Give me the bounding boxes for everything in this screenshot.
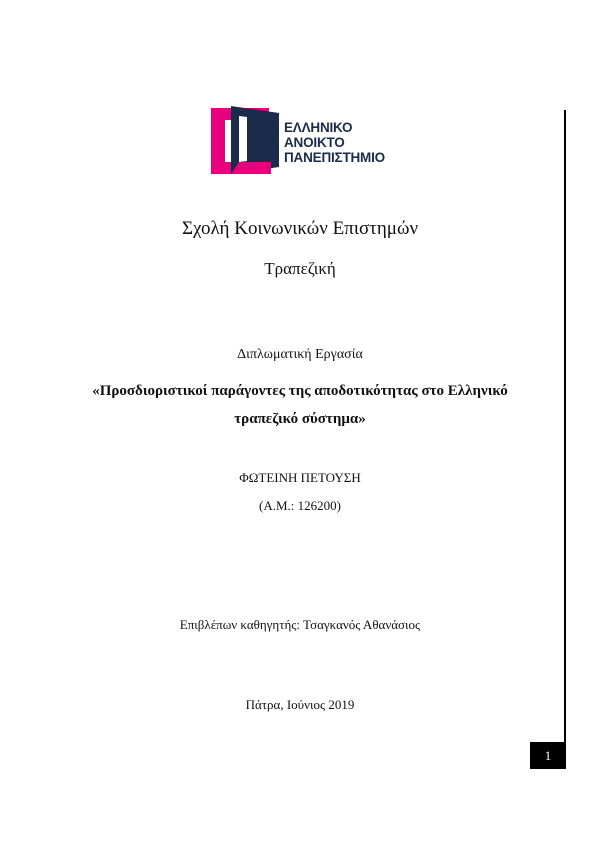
university-logo — [211, 104, 396, 176]
thesis-title — [60, 377, 540, 433]
logo-line-1: ΕΛΛΗΝΙΚΟ — [284, 120, 353, 135]
page-number: 1 — [530, 742, 566, 769]
logo-line-2: ΑΝΟΙΚΤΟ — [284, 135, 345, 150]
logo-wordmark — [284, 120, 385, 165]
document-type: Διπλωματική Εργασία — [237, 347, 363, 362]
department-name: Τραπεζική — [264, 259, 336, 278]
page-border-line — [564, 110, 566, 768]
thesis-title-line-2: τραπεζικό σύστημα» — [234, 411, 366, 427]
supervisor: Επιβλέπων καθηγητής: Τσαγκανός Αθανάσιος — [179, 617, 421, 632]
place-date: Πάτρα, Ιούνιος 2019 — [245, 697, 355, 712]
logo-line-3: ΠΑΝΕΠΙΣΤΗΜΙΟ — [284, 150, 385, 165]
student-id: (Α.Μ.: 126200) — [259, 498, 341, 513]
author-name: ΦΩΤΕΙΝΗ ΠΕΤΟΥΣΗ — [239, 470, 361, 485]
thesis-title-line-1: «Προσδιοριστικοί παράγοντες της αποδοτικότητας στο Ελληνικό — [92, 383, 508, 399]
school-name: Σχολή Κοινωνικών Επιστημών — [181, 218, 419, 239]
logo-emblem-icon — [211, 104, 283, 176]
